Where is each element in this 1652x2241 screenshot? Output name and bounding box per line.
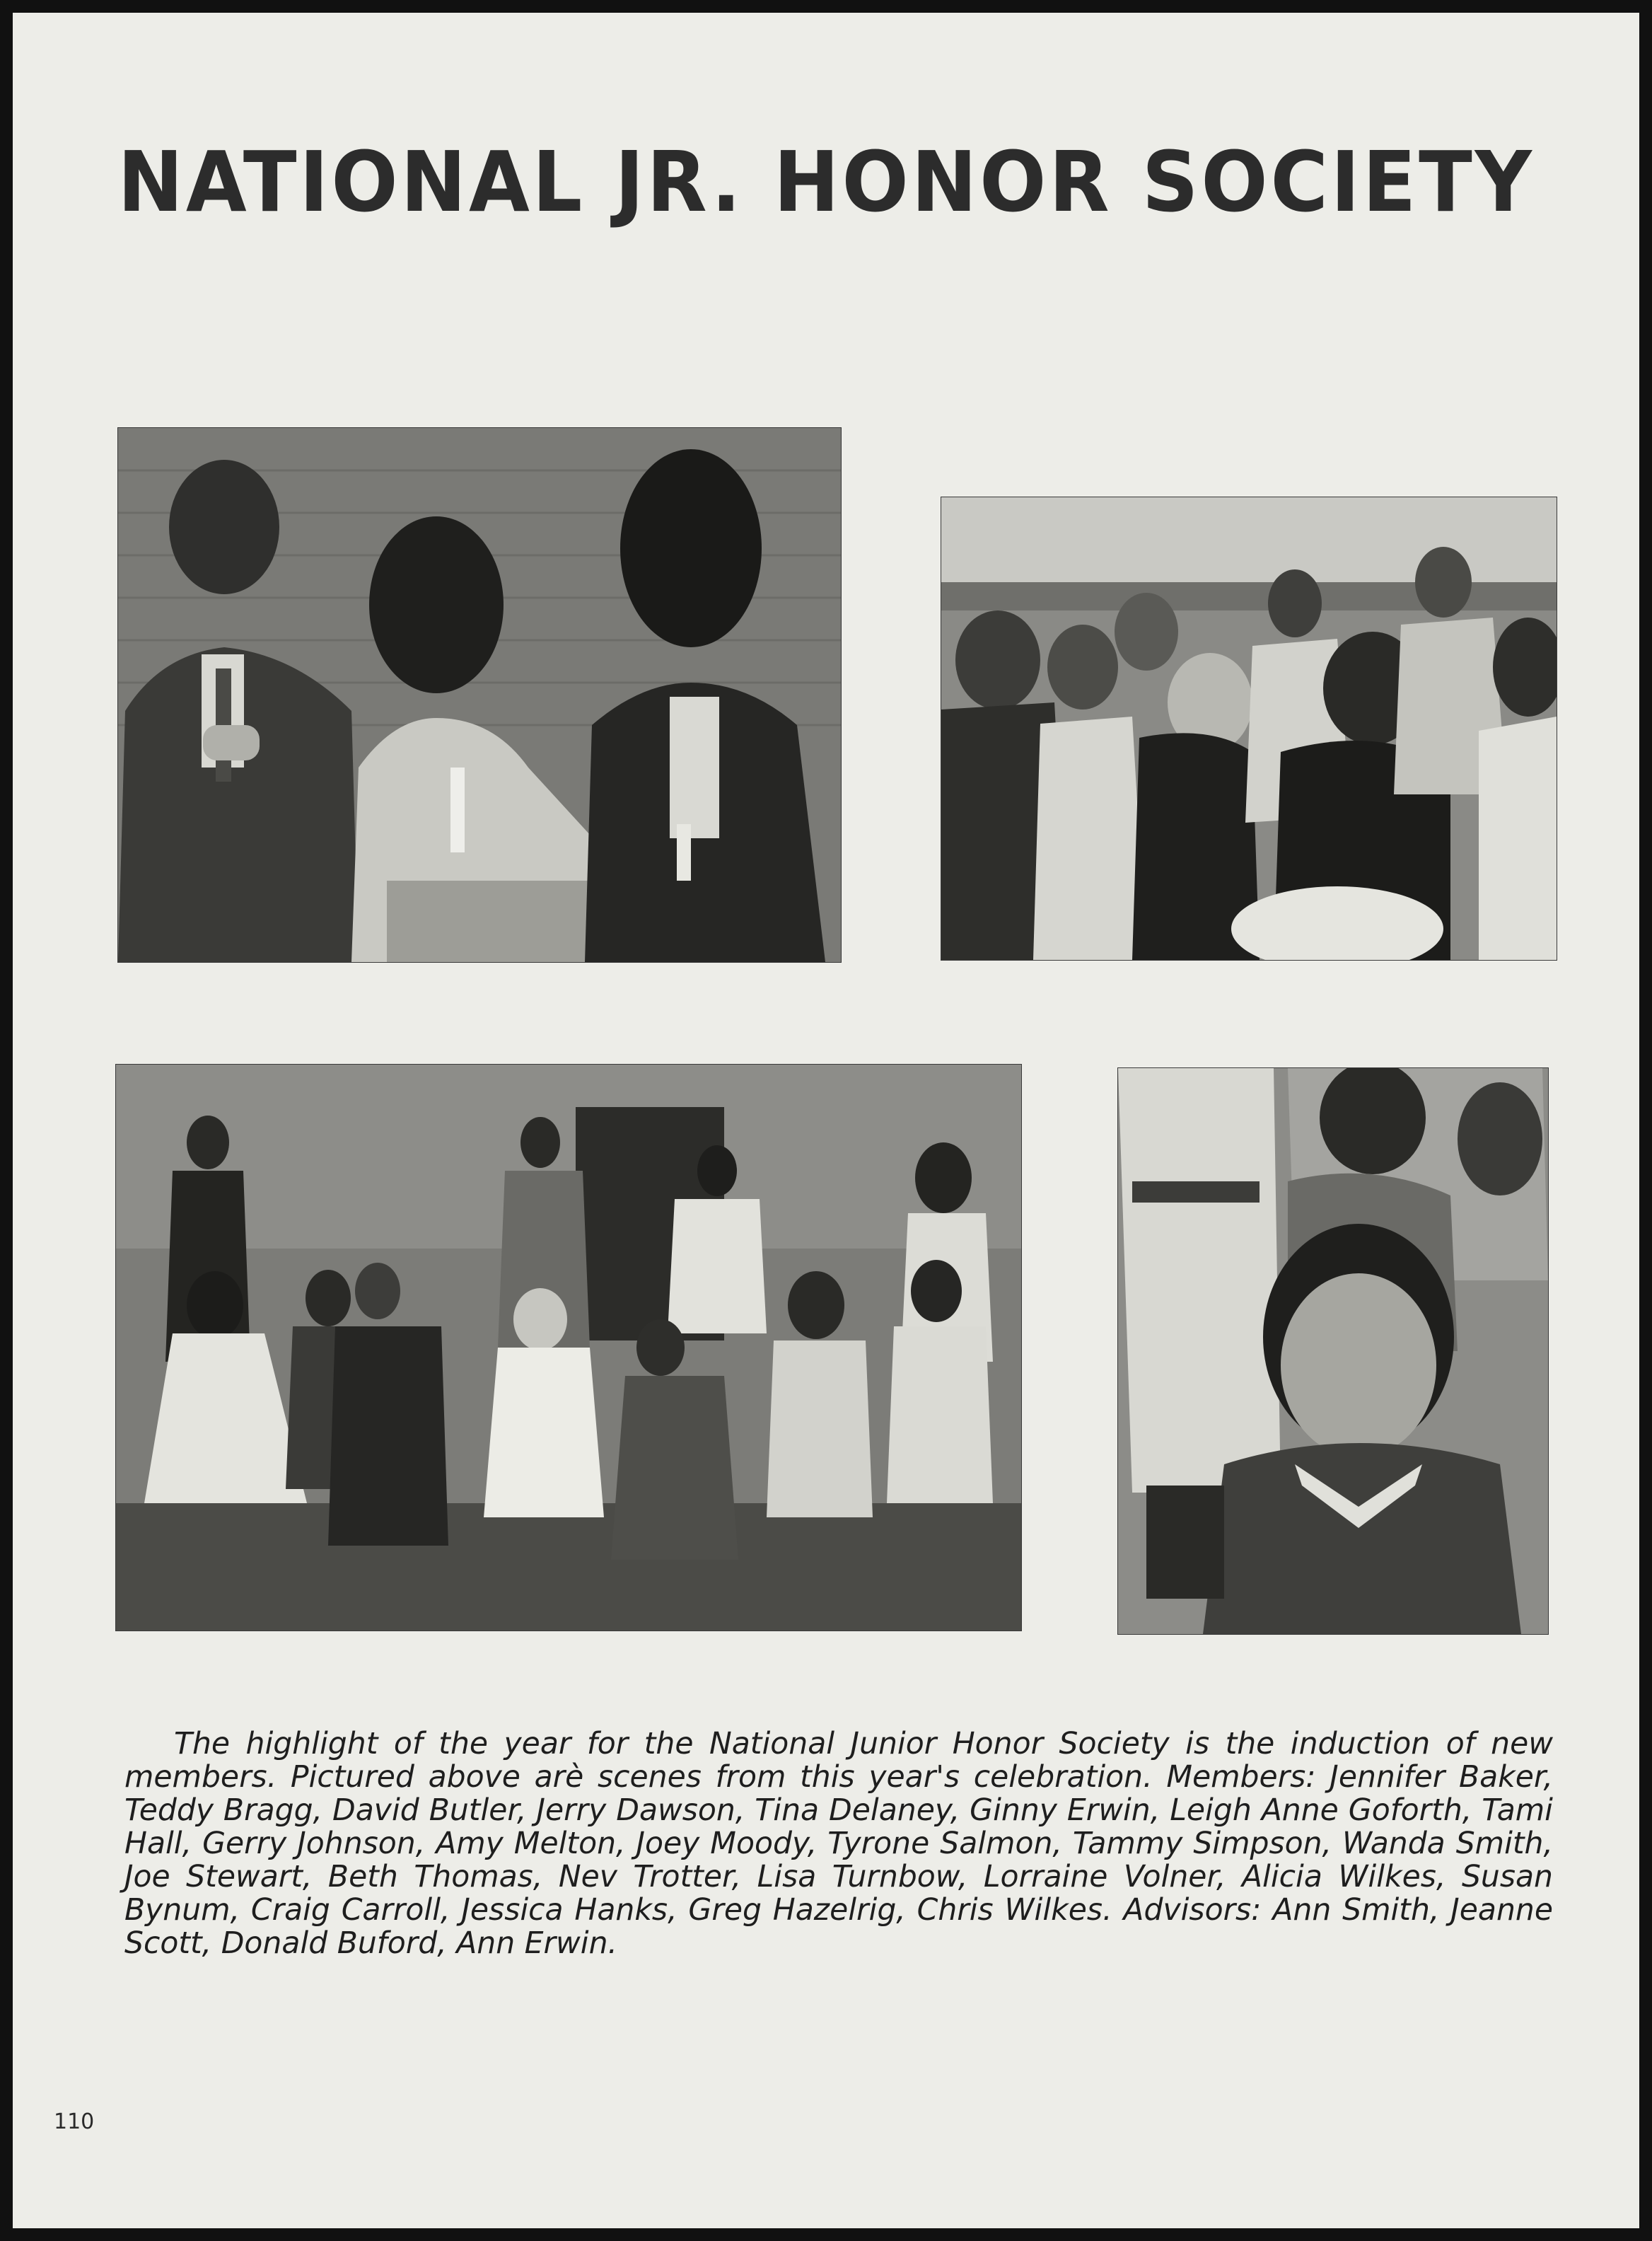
yearbook-page (13, 13, 1639, 2228)
page-number: 110 (54, 2109, 95, 2134)
photo-smiling-student (1117, 1067, 1549, 1635)
photo-crowd-gathering (941, 497, 1557, 961)
photo-candle-holders (117, 427, 842, 963)
caption-text: The highlight of the year for the National Junior Honor Society is the induction of new members. Pictured above arè scenes from this year's celebration. Members: Jennifer Baker, Teddy Bragg, David Butler, Jerry Dawson, Tina Delaney, Ginny Erwin, Leigh Anne Goforth, Tami Hall, Gerry Johnson, Amy Melton, Joey Moody, Tyrone Salmon, Tammy Simpson, Wanda Smith, Joe Stewart, Beth Thomas, Nev Trotter, Lisa Turnbow, Lorraine Volner, Alicia Wilkes, Susan Bynum, Craig Carroll, Jessica Hanks, Greg Hazelrig, Chris Wilkes. Advisors: Ann Smith, Jeanne Scott, Donald Buford, Ann Erwin. (124, 1727, 1553, 1961)
photo-seated-inductees (115, 1064, 1022, 1631)
page-title: NATIONAL JR. HONOR SOCIETY (117, 133, 1535, 231)
